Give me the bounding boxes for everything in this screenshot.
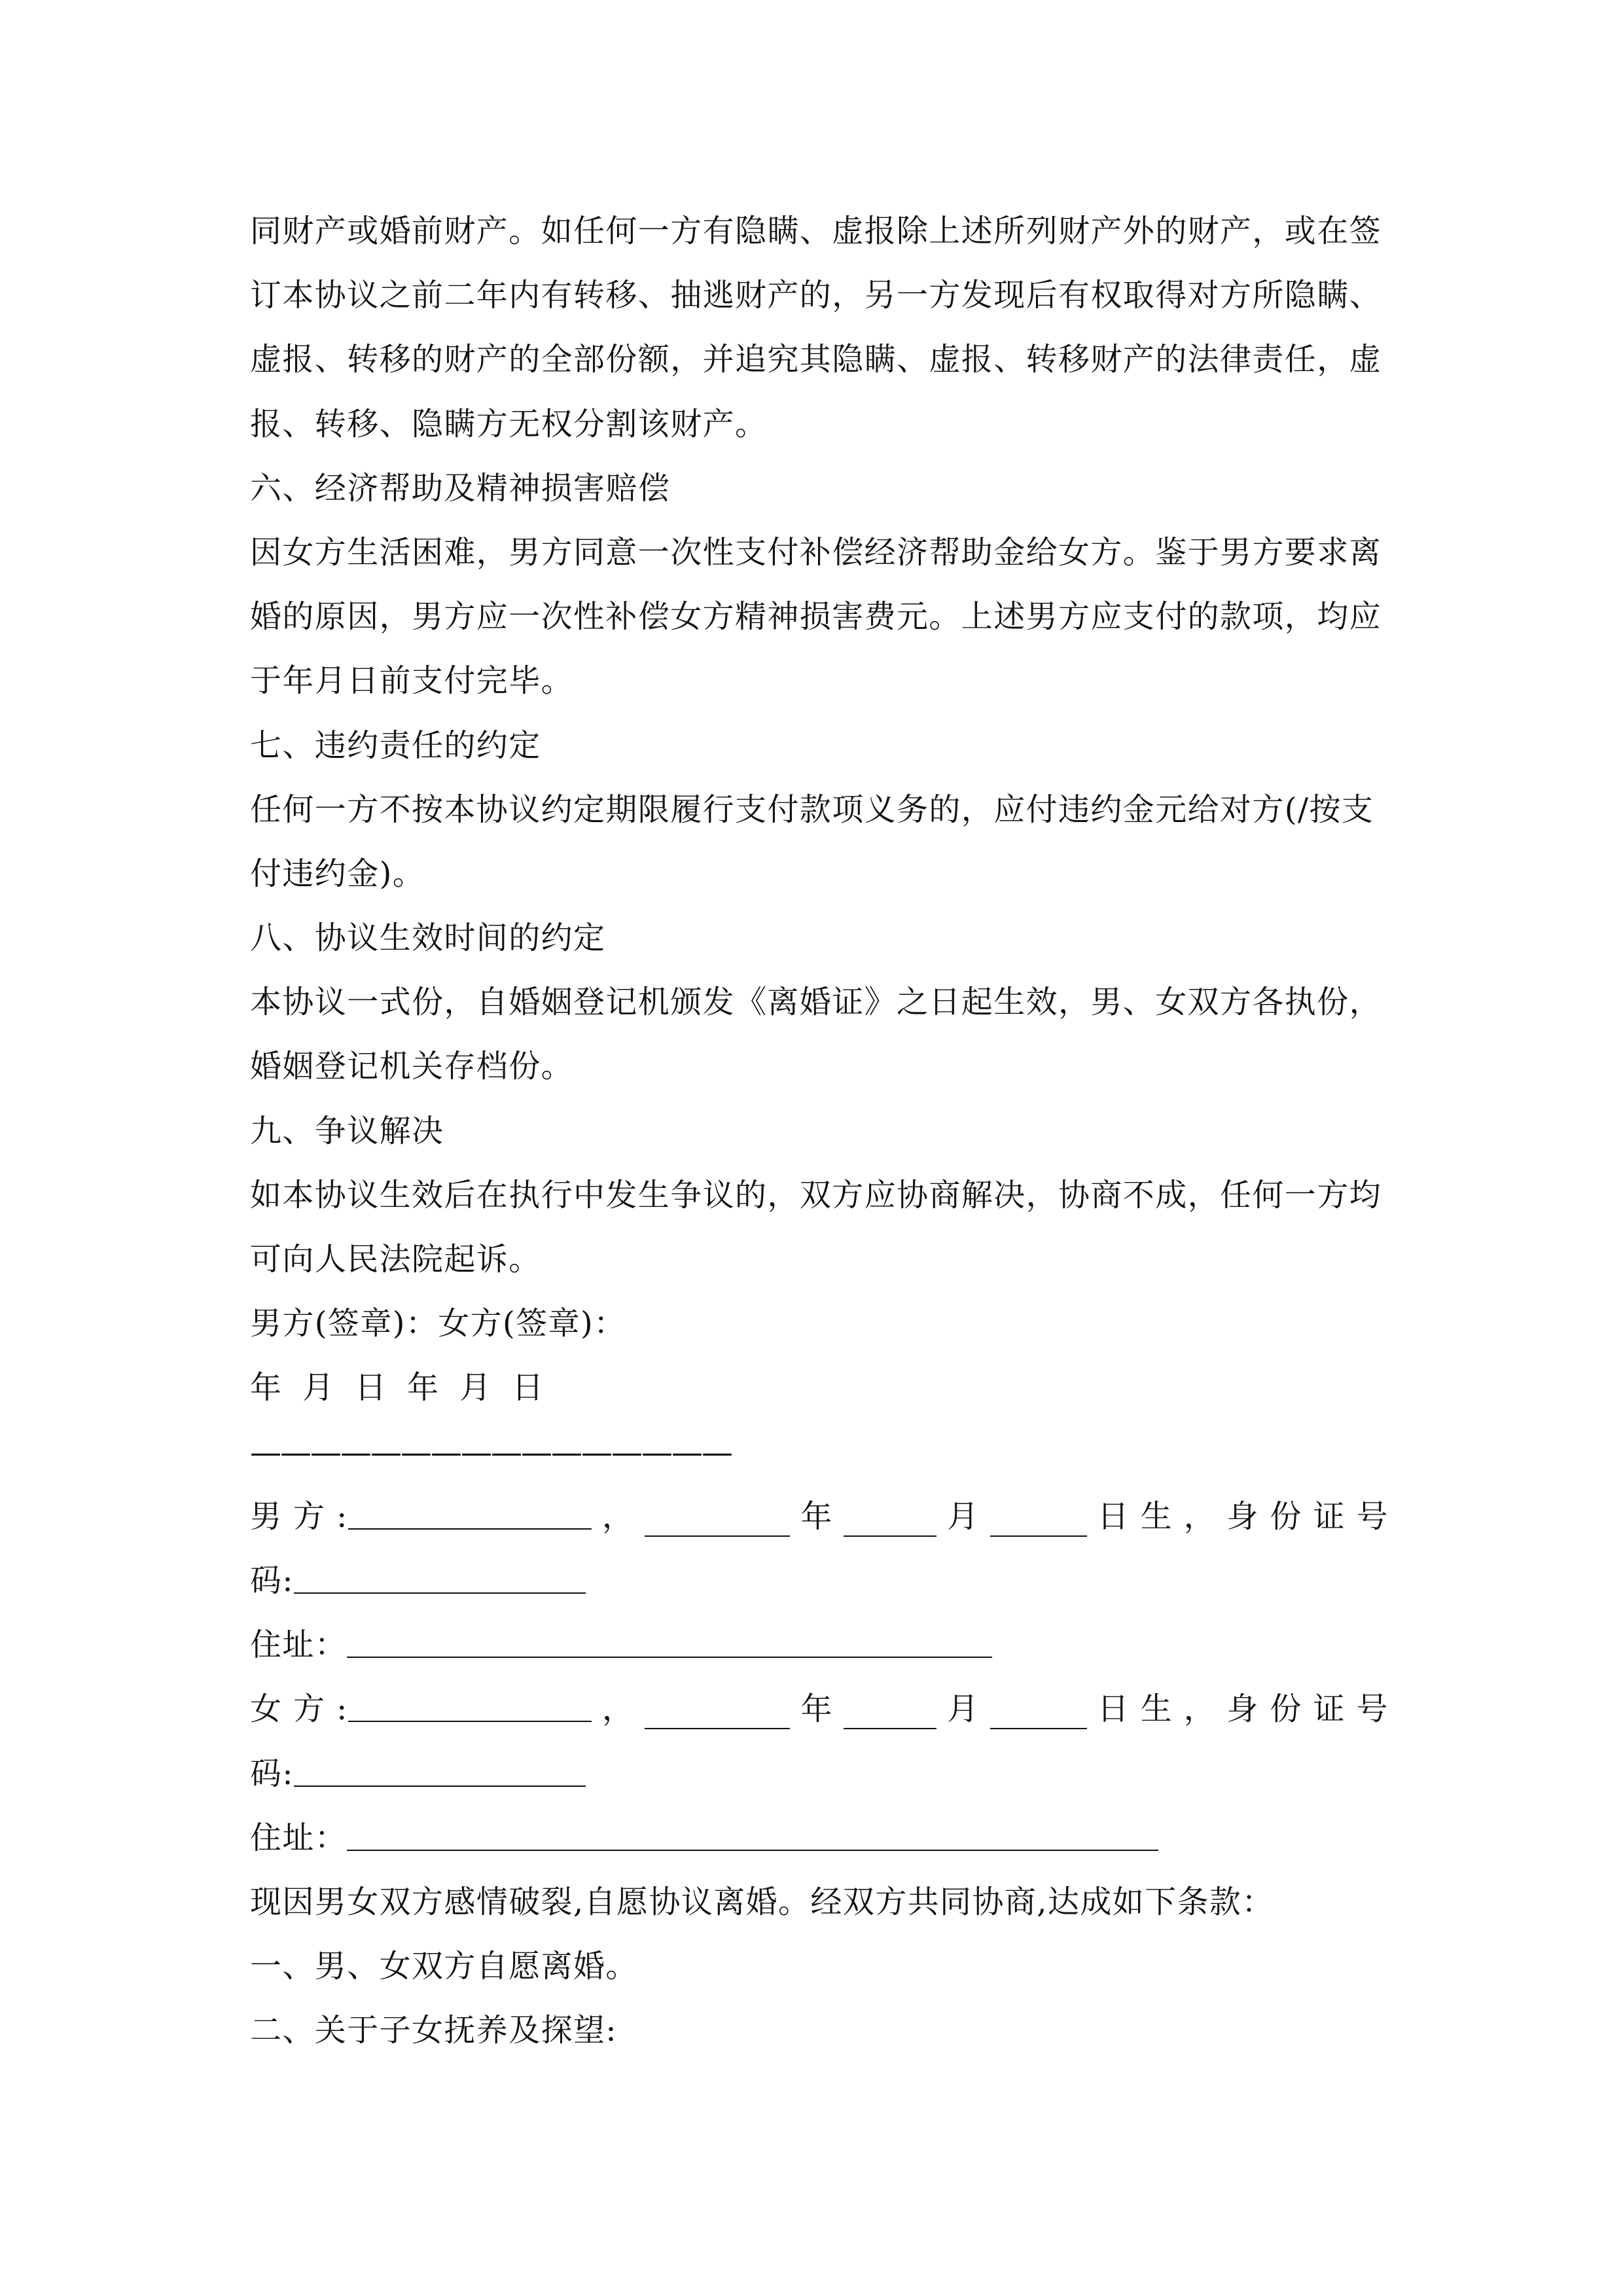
section-heading: 九、争议解决 — [250, 1112, 444, 1149]
male-year-blank[interactable] — [645, 1496, 790, 1537]
paragraph-line: 付违约金)。 — [250, 855, 425, 892]
comma: ， — [601, 1691, 635, 1728]
id-label: 身 份 证 号 — [1226, 1498, 1389, 1535]
male-day-blank[interactable] — [990, 1496, 1087, 1537]
code-label: 码: — [250, 1562, 294, 1599]
address-label: 住址： — [250, 1819, 348, 1856]
clause-line: 二、关于子女抚养及探望: — [250, 2012, 617, 2049]
female-year-blank[interactable] — [645, 1689, 790, 1729]
day-born-label: 日 生 ， — [1097, 1691, 1217, 1728]
address-label: 住址： — [250, 1626, 348, 1664]
date-line: 年 月 日 年 月 日 — [250, 1369, 544, 1407]
year-label: 年 — [800, 1498, 833, 1535]
year-label: 年 — [800, 1691, 833, 1728]
male-month-blank[interactable] — [844, 1496, 936, 1537]
paragraph-line: 订本协议之前二年内有转移、抽逃财产的，另一方发现后有权取得对方所隐瞒、 — [250, 277, 1382, 314]
female-month-blank[interactable] — [844, 1689, 936, 1729]
section-heading: 八、协议生效时间的约定 — [250, 920, 606, 957]
female-id-line — [250, 1742, 1389, 1806]
paragraph-line: 因女方生活困难，男方同意一次性支付补偿经济帮助金给女方。鉴于男方要求离 — [250, 533, 1382, 571]
paragraph-line: 任何一方不按本协议约定期限履行支付款项义务的，应付违约金元给对方(/按支 — [250, 791, 1374, 828]
paragraph-line: 现因男女双方感情破裂,自愿协议离婚。经双方共同协商,达成如下条款： — [250, 1883, 1274, 1920]
female-id-blank[interactable] — [294, 1746, 586, 1787]
signature-line: 男方(签章)：女方(签章)： — [250, 1305, 626, 1342]
clause-line: 一、男、女双方自愿离婚。 — [250, 1948, 638, 1985]
day-born-label: 日 生 ， — [1097, 1498, 1217, 1535]
paragraph-line: 婚的原因，男方应一次性补偿女方精神损害费元。上述男方应支付的款项，均应 — [250, 598, 1382, 636]
male-info-line — [250, 1484, 1389, 1549]
female-address-line — [250, 1806, 1389, 1870]
paragraph-line: 如本协议生效后在执行中发生争议的，双方应协商解决，协商不成，任何一方均 — [250, 1176, 1382, 1213]
paragraph-line: 同财产或婚前财产。如任何一方有隐瞒、虚报除上述所列财产外的财产，或在签 — [250, 213, 1382, 249]
month-label: 月 — [947, 1498, 980, 1535]
paragraph-line: 报、转移、隐瞒方无权分割该财产。 — [250, 405, 768, 442]
paragraph-line: 于年月日前支付完毕。 — [250, 662, 574, 700]
female-label: 女 方 : — [250, 1691, 348, 1728]
female-info-line — [250, 1677, 1389, 1741]
female-name-blank[interactable] — [348, 1681, 592, 1722]
paragraph-line: 虚报、转移的财产的全部份额，并追究其隐瞒、虚报、转移财产的法律责任，虚 — [250, 341, 1382, 378]
id-label: 身 份 证 号 — [1226, 1691, 1389, 1728]
section-heading: 六、经济帮助及精神损害赔偿 — [250, 469, 671, 507]
male-address-blank[interactable] — [347, 1617, 992, 1658]
female-day-blank[interactable] — [990, 1689, 1087, 1729]
male-id-blank[interactable] — [294, 1553, 586, 1594]
paragraph-line: 婚姻登记机关存档份。 — [250, 1048, 574, 1085]
month-label: 月 — [947, 1691, 980, 1728]
code-label: 码: — [250, 1755, 294, 1792]
male-label: 男 方 : — [250, 1498, 348, 1535]
divider: ———————————————— — [250, 1433, 732, 1471]
section-heading: 七、违约责任的约定 — [250, 726, 541, 764]
paragraph-line: 本协议一式份，自婚姻登记机颁发《离婚证》之日起生效，男、女双方各执份， — [250, 984, 1382, 1021]
comma: ， — [601, 1498, 635, 1535]
female-address-blank[interactable] — [347, 1810, 1158, 1851]
male-address-line — [250, 1613, 1389, 1677]
paragraph-line: 可向人民法院起诉。 — [250, 1241, 541, 1278]
document-page — [250, 199, 1389, 2062]
male-name-blank[interactable] — [348, 1489, 592, 1530]
male-id-line — [250, 1549, 1389, 1613]
